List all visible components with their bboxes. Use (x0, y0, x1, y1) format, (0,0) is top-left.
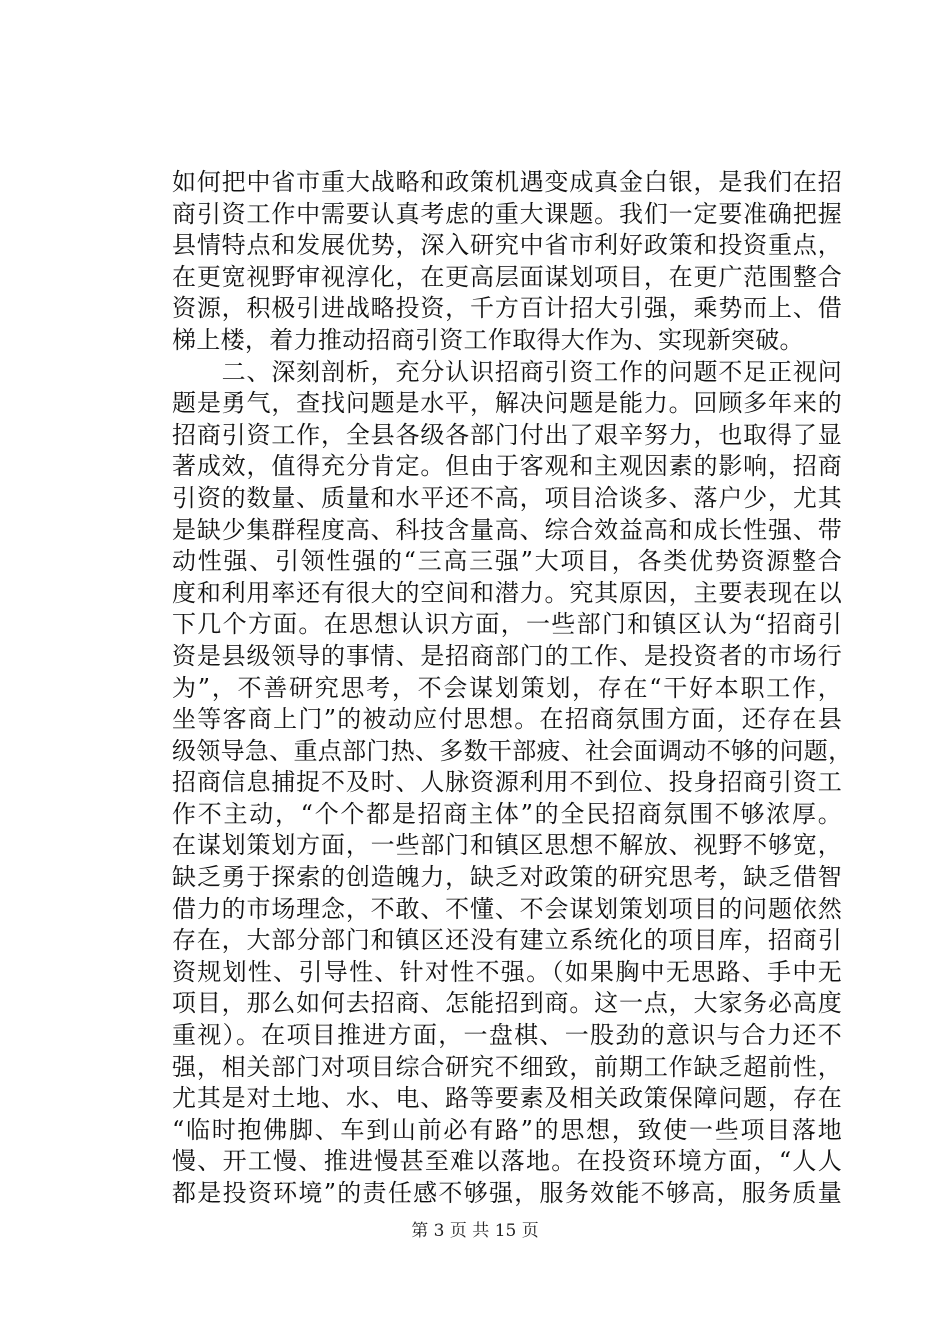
text-line: 是缺少集群程度高、科技含量高、综合效益高和成长性强、带 (172, 515, 842, 544)
text-line: 引资的数量、质量和水平还不高，项目洽谈多、落户少，尤其 (172, 483, 842, 512)
text-line: 著成效，值得充分肯定。但由于客观和主观因素的影响，招商 (172, 452, 842, 481)
text-line: 题是勇气，查找问题是水平，解决问题是能力。回顾多年来的 (172, 389, 842, 418)
text-line: 下几个方面。在思想认识方面，一些部门和镇区认为“招商引 (172, 610, 842, 639)
page-number-footer: 第 3 页 共 15 页 (411, 1221, 539, 1241)
text-line: 动性强、引领性强的“三高三强”大项目，各类优势资源整合 (172, 547, 842, 576)
text-line: 商引资工作中需要认真考虑的重大课题。我们一定要准确把握 (172, 199, 842, 228)
text-line: 都是投资环境”的责任感不够强，服务效能不够高，服务质量 (172, 1179, 842, 1207)
text-line: 存在，大部分部门和镇区还没有建立系统化的项目库，招商引 (172, 926, 842, 955)
text-line: 资源，积极引进战略投资，千方百计招大引强，乘势而上、借 (172, 294, 842, 323)
text-line: 缺乏勇于探索的创造魄力，缺乏对政策的研究思考，缺乏借智 (172, 863, 842, 892)
text-line: 慢、开工慢、推进慢甚至难以落地。在投资环境方面，“人人 (172, 1147, 842, 1176)
text-line: 资规划性、引导性、针对性不强。（如果胸中无思路、手中无 (172, 957, 842, 986)
text-line: 尤其是对土地、水、电、路等要素及相关政策保障问题，存在 (172, 1084, 842, 1113)
text-line: 二、深刻剖析，充分认识招商引资工作的问题不足正视问 (172, 357, 842, 386)
text-line: 梯上楼，着力推动招商引资工作取得大作为、实现新突破。 (172, 325, 804, 354)
text-line: 项目，那么如何去招商、怎能招到商。这一点，大家务必高度 (172, 989, 842, 1018)
text-line: 招商引资工作，全县各级各部门付出了艰辛努力，也取得了显 (172, 420, 842, 449)
text-line: 如何把中省市重大战略和政策机遇变成真金白银，是我们在招 (172, 168, 842, 196)
text-line: 重视）。在项目推进方面，一盘棋、一股劲的意识与合力还不 (172, 1021, 842, 1050)
text-line: 县情特点和发展优势，深入研究中省市利好政策和投资重点， (172, 231, 842, 260)
text-line: 坐等客商上门”的被动应付思想。在招商氛围方面，还存在县 (172, 705, 842, 734)
text-line: 借力的市场理念，不敢、不懂、不会谋划策划项目的问题依然 (172, 894, 842, 923)
text-line: 作不主动，“个个都是招商主体”的全民招商氛围不够浓厚。 (172, 799, 842, 828)
text-line: 在更宽视野审视淳化，在更高层面谋划项目，在更广范围整合 (172, 262, 842, 291)
text-line: “临时抱佛脚、车到山前必有路”的思想，致使一些项目落地 (172, 1115, 842, 1144)
text-line: 在谋划策划方面，一些部门和镇区思想不解放、视野不够宽， (172, 831, 842, 860)
text-line: 为”，不善研究思考，不会谋划策划，存在“干好本职工作， (172, 673, 842, 702)
text-line: 招商信息捕捉不及时、人脉资源利用不到位、投身招商引资工 (172, 768, 842, 797)
text-line: 级领导急、重点部门热、多数干部疲、社会面调动不够的问题， (172, 736, 853, 765)
text-line: 度和利用率还有很大的空间和潜力。究其原因，主要表现在以 (172, 578, 842, 607)
body-text (172, 167, 853, 1210)
text-line: 资是县级领导的事情、是招商部门的工作、是投资者的市场行 (172, 641, 842, 670)
text-line: 强，相关部门对项目综合研究不细致，前期工作缺乏超前性， (172, 1052, 842, 1081)
